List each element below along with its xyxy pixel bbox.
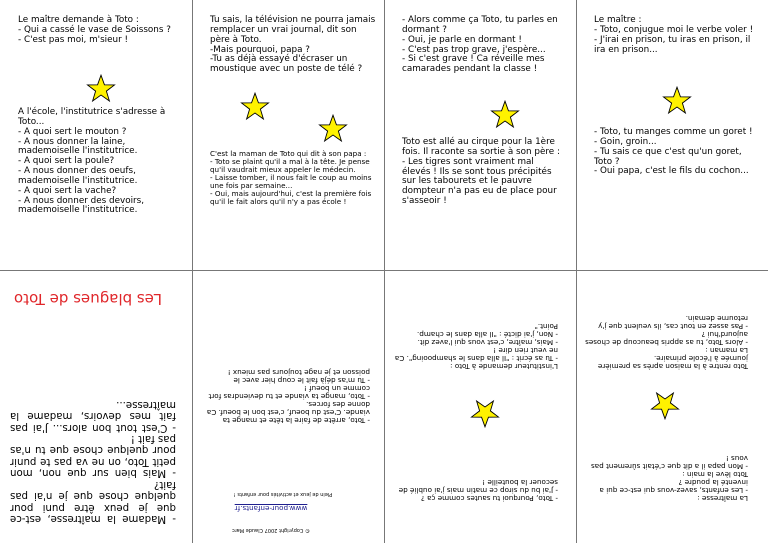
star-icon (470, 398, 500, 428)
joke-text: A l'école, l'institutrice s'adresse à Toto... - A quoi sert le mouton ? - A nous donner la laine, mademoiselle l'institutrice. - A quoi sert la poule? - A nous donner des oeufs, mademoiselle l'institutrice. - A quoi sert la vache? - A nous donner des devoirs, mademoiselle l'institutrice. (18, 107, 166, 216)
joke-text: La maîtresse : - Les enfants, savez-vous qui est-ce qui a inventé la poudre ? Toto lève la main : - Mon papa il a dit que c'était sûrement pas vous ! (591, 453, 748, 503)
joke-text: L'instituteur demande à Toto : - Tu as écrit : "Il alla dans le shampooing". Ca ne veut rien dire ! - Mais, maître, c'est vous qui l'avez dit. - Non, j'ai dicté : "Il alla dans le champ. Point." (394, 321, 558, 371)
panel-2 (192, 0, 384, 271)
site-link[interactable]: www.pour-enfants.fr (234, 504, 308, 513)
panel-4 (576, 0, 768, 271)
joke-text: - Toto, tu manges comme un goret ! - Goin, groin... - Tu sais ce que c'est qu'un goret, Toto ? - Oui papa, c'est le fils du cochon... (594, 127, 753, 177)
cover-title: Les blagues de Toto (14, 290, 162, 308)
joke-text: Toto rentre à la maison après sa première journée à l'école primaire. La maman : - Alors Toto, tu as appris beaucoup de choses aujourd'hui ? - Pas assez en tout cas, ils veulent que j'y retourne demain. (585, 313, 748, 371)
panel-5 (0, 271, 192, 542)
copyright: © Copyright 2007 Claude Marc (232, 527, 310, 533)
joke-text: - Alors comme ça Toto, tu parles en dormant ? - Oui, je parle en dormant ! - C'est pas trop grave, j'espère... - Si c'est grave ! Ca réveille mes camarades pendant la classe ! (402, 15, 558, 75)
star-icon (650, 390, 680, 420)
panel-6 (192, 271, 384, 542)
joke-text: Tu sais, la télévision ne pourra jamais remplacer un vrai journal, dit son père à Toto. -Mais pourquoi, papa ? -Tu as déjà essayé d'écraser un moustique avec un poste de télé ? (210, 15, 376, 75)
joke-text: - Toto, arrête de faire la tête et mange ta viande. C'est du boeuf, c'est bon le boeuf. Ca donne des forces. - Toto, mange ta viande et tu deviendras fort comme un boeuf ! - Tu m'as déjà fait le coup hier avec le poisson et je nage toujours pas mieux ! (206, 367, 370, 425)
joke-text: Toto est allé au cirque pour la 1ère fois. Il raconte sa sortie à son père : - Les tigres sont vraiment mal élevés ! Ils se sont tous précipités sur les tabourets et le pauvre dompteur n'a pas eu de place pour s'asseoir ! (402, 137, 560, 207)
footer-tagline: Plein de jeux et activités pour enfants ! (233, 491, 333, 497)
star-icon (318, 114, 348, 144)
joke-text: Le maître : - Toto, conjugue moi le verbe voler ! - J'irai en prison, tu iras en prison, il ira en prison... (594, 15, 754, 55)
panel-1 (0, 0, 192, 271)
panel-7 (384, 271, 576, 542)
panel-3 (384, 0, 576, 271)
star-icon (662, 86, 692, 116)
joke-text: Le maître demande à Toto : - Qui a cassé le vase de Soissons ? - C'est pas moi, m'sieur ! (18, 15, 171, 45)
joke-text: - Madame la maîtresse, est-ce que je peux être puni pour quelque chose que je n'ai pas fait? - Mais bien sur que non, mon petit Toto, on ne va pas te punir pour quelque chose que tu n'as pas fait ! - C'est tout bon alors... J'ai pas fait mes devoirs, madame la maîtresse... (10, 398, 176, 524)
joke-text: C'est la maman de Toto qui dit à son papa : - Toto se plaint qu'il a mal à la tête. Je pense qu'il vaudrait mieux appeler le médecin. - Laisse tomber, il nous fait le coup au moins une fois par semaine... - Oui, mais aujourd'hui, c'est la première fois qu'il le fait alors qu'il n'y a pas école ! (210, 149, 372, 207)
panel-8 (576, 271, 768, 542)
star-icon (86, 74, 116, 104)
star-icon (490, 100, 520, 130)
joke-text: - Toto, Pourquoi tu sautes comme ça ? - J'ai bu du sirop ce matin mais j'ai oublié de secouer la bouteille ! (398, 477, 558, 503)
star-icon (240, 92, 270, 122)
